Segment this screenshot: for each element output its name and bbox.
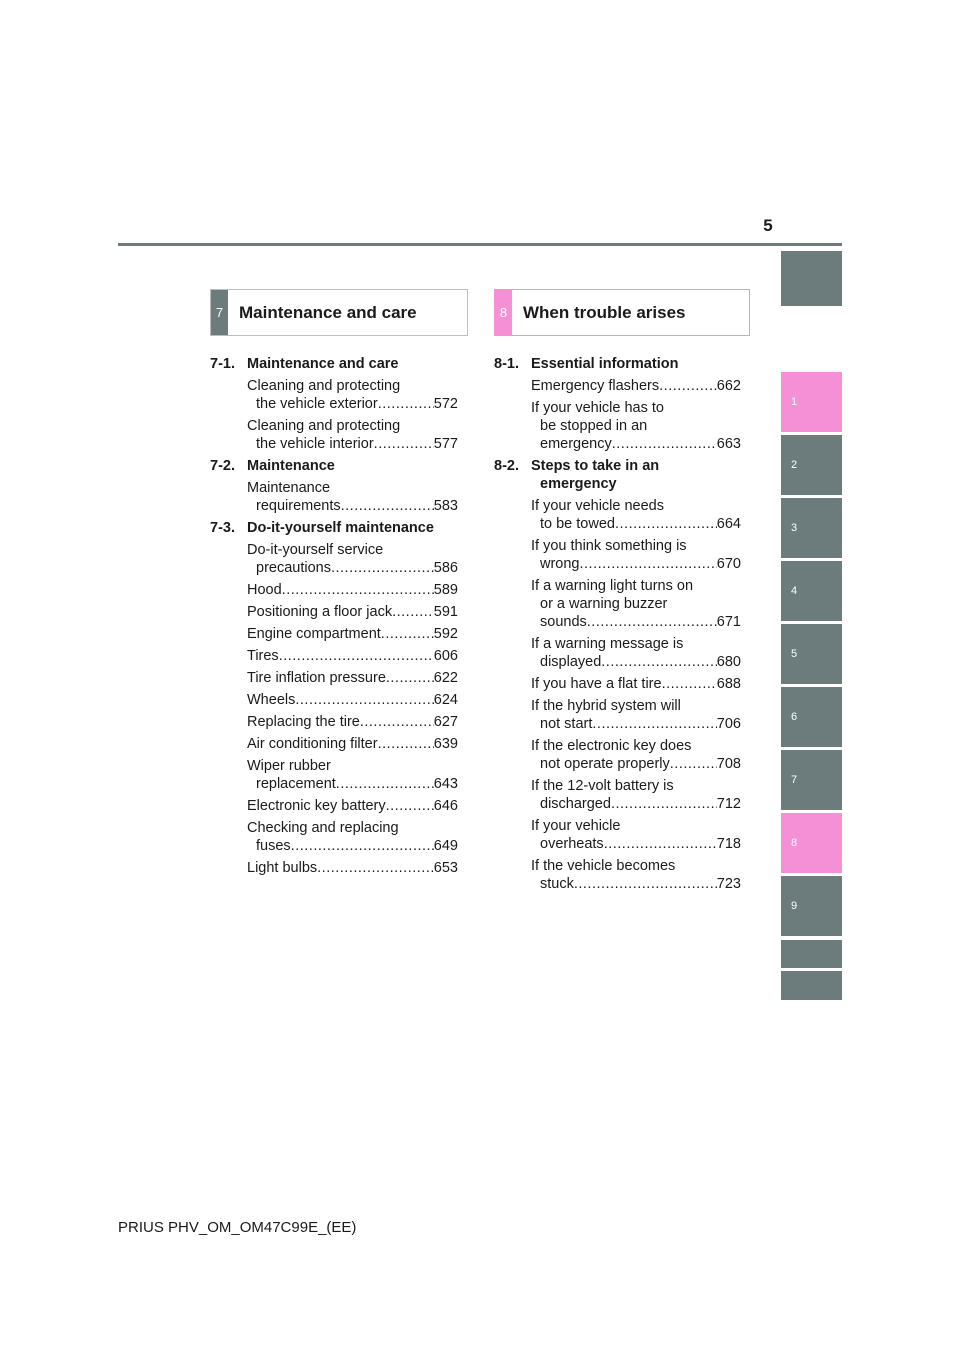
toc-entry-text: If the electronic key does xyxy=(531,738,692,754)
toc-group-heading[interactable] xyxy=(494,355,741,373)
toc-page-number: 646 xyxy=(433,798,458,814)
dot-leader xyxy=(336,775,434,793)
toc-entry-text: Air conditioning filter xyxy=(247,736,378,752)
toc-entry[interactable] xyxy=(494,577,741,631)
dot-leader xyxy=(295,691,433,709)
section-title: Maintenance and care xyxy=(239,302,417,322)
toc-entry[interactable] xyxy=(494,857,741,893)
page-number: 5 xyxy=(763,216,773,235)
toc-column-8 xyxy=(494,351,741,897)
toc-page-number: 624 xyxy=(433,692,458,708)
dot-leader xyxy=(386,669,434,687)
toc-group-heading[interactable] xyxy=(494,457,741,493)
toc-entry-text: Do-it-yourself service xyxy=(247,542,384,558)
toc-group-title: Maintenance xyxy=(247,458,335,474)
toc-page-number: 649 xyxy=(433,838,458,854)
toc-entry-text: Hood xyxy=(247,582,282,598)
toc-entry-text: be stopped in an xyxy=(540,418,648,434)
toc-page-number: 708 xyxy=(716,756,741,772)
toc-entry[interactable] xyxy=(210,757,458,793)
toc-entry[interactable] xyxy=(210,713,458,731)
dot-leader xyxy=(378,735,434,753)
toc-entry-text: Wheels xyxy=(247,692,296,708)
toc-page-number: 592 xyxy=(433,626,458,642)
toc-page-number: 606 xyxy=(433,648,458,664)
toc-entry-text: Tires xyxy=(247,648,279,664)
toc-entry[interactable] xyxy=(494,817,741,853)
toc-entry-text: not start xyxy=(540,716,593,732)
toc-entry-text: Wiper rubber xyxy=(247,758,331,774)
toc-page-number: 680 xyxy=(716,654,741,670)
chapter-tab-label: 9 xyxy=(791,900,798,912)
section-header-8[interactable] xyxy=(494,289,750,336)
dot-leader xyxy=(611,795,717,813)
toc-entry-text: Maintenance xyxy=(247,480,331,496)
toc-page-number: 663 xyxy=(716,436,741,452)
dot-leader xyxy=(291,837,434,855)
toc-page-number: 639 xyxy=(433,736,458,752)
dot-leader xyxy=(615,515,717,533)
toc-page-number: 577 xyxy=(433,436,458,452)
toc-page-number: 589 xyxy=(433,582,458,598)
toc-entry-text: wrong xyxy=(540,556,580,572)
toc-page-number: 622 xyxy=(433,670,458,686)
toc-entry[interactable] xyxy=(494,537,741,573)
toc-page-number: 671 xyxy=(716,614,741,630)
toc-entry-text: If the hybrid system will xyxy=(531,698,681,714)
toc-entry-text: or a warning buzzer xyxy=(540,596,668,612)
toc-entry[interactable] xyxy=(210,479,458,515)
toc-entry-text: fuses xyxy=(256,838,291,854)
dot-leader xyxy=(670,755,717,773)
dot-leader xyxy=(317,859,434,877)
toc-entry-text: not operate properly xyxy=(540,756,670,772)
toc-entry-text: If a warning message is xyxy=(531,636,684,652)
dot-leader xyxy=(374,435,434,453)
toc-page-number: 718 xyxy=(716,836,741,852)
toc-entry-text: Engine compartment xyxy=(247,626,381,642)
toc-entry-text: Positioning a floor jack xyxy=(247,604,393,620)
toc-page-number: 688 xyxy=(716,676,741,692)
chapter-tab-label: 8 xyxy=(791,837,798,849)
chapter-tab-label: 2 xyxy=(791,459,798,471)
toc-entry[interactable] xyxy=(210,417,458,453)
toc-page-number: 706 xyxy=(716,716,741,732)
toc-page-number: 662 xyxy=(716,378,741,394)
dot-leader xyxy=(580,555,717,573)
toc-entry-text: the vehicle interior xyxy=(256,436,374,452)
toc-entry[interactable] xyxy=(210,797,458,815)
chapter-tab-label: 4 xyxy=(791,585,798,597)
toc-page-number: 712 xyxy=(716,796,741,812)
toc-group xyxy=(210,355,458,453)
dot-leader xyxy=(604,835,717,853)
toc-entry-text: Tire inflation pressure xyxy=(247,670,386,686)
toc-page-number: 627 xyxy=(433,714,458,730)
toc-group xyxy=(210,457,458,515)
toc-entry[interactable] xyxy=(210,691,458,709)
chapter-tab[interactable] xyxy=(781,940,842,968)
dot-leader xyxy=(612,435,717,453)
toc-entry-text: the vehicle exterior xyxy=(256,396,378,412)
toc-entry-text: to be towed xyxy=(540,516,615,532)
chapter-tab-label: 3 xyxy=(791,522,798,534)
chapter-tab-9[interactable] xyxy=(781,876,842,936)
toc-entry-text: emergency xyxy=(540,436,612,452)
toc-group-number: 7-1. xyxy=(210,356,235,372)
chapter-tab-2[interactable] xyxy=(781,435,842,495)
toc-entry[interactable] xyxy=(494,737,741,773)
dot-leader xyxy=(592,715,716,733)
toc-group-number: 7-2. xyxy=(210,458,235,474)
toc-group xyxy=(494,457,741,893)
toc-entry[interactable] xyxy=(494,635,741,671)
section-title: When trouble arises xyxy=(523,302,686,322)
chapter-tab-label: 1 xyxy=(791,396,798,408)
toc-group-heading[interactable] xyxy=(210,457,458,475)
toc-page-number: 653 xyxy=(433,860,458,876)
toc-group-title: Essential information xyxy=(531,356,679,372)
toc-page-number: 583 xyxy=(433,498,458,514)
toc-entry-text: Emergency flashers xyxy=(531,378,660,394)
toc-column-7 xyxy=(210,351,458,881)
toc-group-number: 8-2. xyxy=(494,458,519,474)
dot-leader xyxy=(601,653,717,671)
toc-entry[interactable] xyxy=(210,819,458,855)
chapter-tab-8[interactable] xyxy=(781,813,842,873)
toc-entry-text: precautions xyxy=(256,560,331,576)
dot-leader xyxy=(341,497,434,515)
toc-group xyxy=(494,355,741,453)
toc-group-number: 8-1. xyxy=(494,356,519,372)
toc-entry[interactable] xyxy=(210,735,458,753)
toc-page-number: 723 xyxy=(716,876,741,892)
chapter-tab-3[interactable] xyxy=(781,498,842,558)
toc-entry[interactable] xyxy=(494,675,741,693)
toc-page-number: 572 xyxy=(433,396,458,412)
toc-page-number: 664 xyxy=(716,516,741,532)
chapter-tab-4[interactable] xyxy=(781,561,842,621)
section-number: 8 xyxy=(495,290,512,335)
chapter-tab-1[interactable] xyxy=(781,372,842,432)
toc-entry-text: If a warning light turns on xyxy=(531,578,694,594)
chapter-tab-label: 7 xyxy=(791,774,798,786)
chapter-tab-label: 6 xyxy=(791,711,798,723)
dot-leader xyxy=(282,581,434,599)
chapter-tab-label: 5 xyxy=(791,648,798,660)
toc-entry-text: Replacing the tire xyxy=(247,714,360,730)
toc-group-title: emergency xyxy=(540,476,617,492)
chapter-tab-6[interactable] xyxy=(781,687,842,747)
toc-entry[interactable] xyxy=(494,497,741,533)
toc-page-number: 586 xyxy=(433,560,458,576)
toc-group-title: Steps to take in an xyxy=(531,458,660,474)
toc-entry-text: If you have a flat tire xyxy=(531,676,662,692)
chapter-tab-7[interactable] xyxy=(781,750,842,810)
toc-entry-text: If your vehicle xyxy=(531,818,621,834)
toc-entry[interactable] xyxy=(210,581,458,599)
section-header-7[interactable] xyxy=(210,289,468,336)
toc-entry[interactable] xyxy=(210,541,458,577)
toc-entry[interactable] xyxy=(210,669,458,687)
dot-leader xyxy=(381,625,434,643)
document-code: PRIUS PHV_OM_OM47C99E_(EE) xyxy=(118,1219,357,1236)
toc-entry-text: discharged xyxy=(540,796,611,812)
dot-leader xyxy=(279,647,434,665)
toc-entry-text: Checking and replacing xyxy=(247,820,399,836)
chapter-tab[interactable] xyxy=(781,251,842,306)
toc-group-title: Maintenance and care xyxy=(247,356,399,372)
dot-leader xyxy=(378,395,434,413)
toc-entry-text: If your vehicle has to xyxy=(531,400,664,416)
dot-leader xyxy=(662,675,717,693)
toc-entry[interactable] xyxy=(494,777,741,813)
toc-entry-text: displayed xyxy=(540,654,602,670)
toc-entry[interactable] xyxy=(210,859,458,877)
chapter-tab[interactable] xyxy=(781,971,842,1000)
toc-entry[interactable] xyxy=(494,697,741,733)
toc-group-number: 7-3. xyxy=(210,520,235,536)
toc-entry-text: If your vehicle needs xyxy=(531,498,664,514)
dot-leader xyxy=(360,713,434,731)
toc-entry[interactable] xyxy=(210,625,458,643)
toc-entry-text: Light bulbs xyxy=(247,860,318,876)
toc-group-title: Do-it-yourself maintenance xyxy=(247,520,434,536)
toc-page-number: 591 xyxy=(433,604,458,620)
toc-entry-text: Cleaning and protecting xyxy=(247,418,401,434)
dot-leader xyxy=(659,377,717,395)
toc-group xyxy=(210,519,458,877)
toc-entry-text: Cleaning and protecting xyxy=(247,378,401,394)
toc-entry-text: sounds xyxy=(540,614,587,630)
toc-entry[interactable] xyxy=(494,399,741,453)
toc-entry[interactable] xyxy=(494,377,741,395)
toc-entry-text: overheats xyxy=(540,836,604,852)
dot-leader xyxy=(392,603,434,621)
dot-leader xyxy=(587,613,717,631)
toc-entry-text: requirements xyxy=(256,498,341,514)
header-rule xyxy=(118,243,842,246)
dot-leader xyxy=(331,559,434,577)
toc-entry-text: If you think something is xyxy=(531,538,687,554)
toc-entry-text: replacement xyxy=(256,776,336,792)
toc-entry-text: Electronic key battery xyxy=(247,798,386,814)
dot-leader xyxy=(574,875,717,893)
section-number: 7 xyxy=(211,290,228,335)
dot-leader xyxy=(386,797,434,815)
toc-entry[interactable] xyxy=(210,377,458,413)
toc-entry[interactable] xyxy=(210,647,458,665)
chapter-tab-5[interactable] xyxy=(781,624,842,684)
toc-entry[interactable] xyxy=(210,603,458,621)
toc-group-heading[interactable] xyxy=(210,355,458,373)
toc-page-number: 670 xyxy=(716,556,741,572)
toc-entry-text: If the vehicle becomes xyxy=(531,858,676,874)
toc-entry-text: If the 12-volt battery is xyxy=(531,778,674,794)
toc-entry-text: stuck xyxy=(540,876,574,892)
toc-group-heading[interactable] xyxy=(210,519,458,537)
toc-page-number: 643 xyxy=(433,776,458,792)
